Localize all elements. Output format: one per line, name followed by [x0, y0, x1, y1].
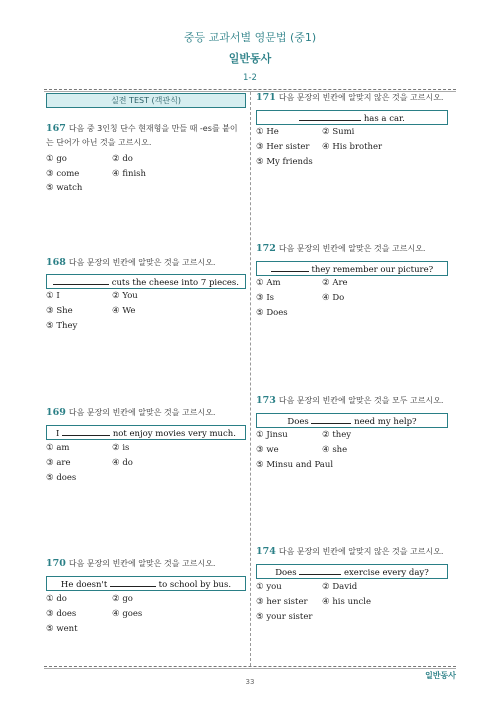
answer-blank[interactable] [53, 275, 109, 285]
option-3[interactable]: ③ does [46, 609, 77, 619]
sentence-box [256, 413, 448, 428]
sentence-box [256, 261, 448, 276]
option-4[interactable]: ④ goes [112, 609, 143, 619]
sentence-box [46, 425, 246, 440]
sentence-text-after: not enjoy movies very much. [112, 429, 236, 439]
footer-chapter-tag: 일반동사 [425, 671, 456, 680]
question-prompt-cont: 는 단어가 아닌 것을 고르시오. [46, 138, 152, 147]
option-3[interactable]: ③ She [46, 306, 73, 316]
sentence-text-after: exercise every day? [343, 568, 429, 578]
option-4[interactable]: ④ We [112, 306, 136, 316]
option-2[interactable]: ② do [112, 154, 133, 164]
option-4[interactable]: ④ his uncle [322, 597, 372, 607]
question-number: 170 [46, 558, 66, 569]
question-prompt: 다음 문장의 빈칸에 알맞은 것을 고르시오. [68, 559, 216, 568]
sentence-text-before: He doesn't [60, 580, 108, 590]
option-3[interactable]: ③ are [46, 458, 71, 468]
option-3[interactable]: ③ Is [256, 293, 275, 303]
option-2[interactable]: ② is [112, 443, 130, 453]
option-5[interactable]: ⑤ watch [46, 183, 83, 193]
option-5[interactable]: ⑤ Minsu and Paul [256, 460, 334, 470]
option-5[interactable]: ⑤ Does [256, 308, 288, 318]
option-4[interactable]: ④ Do [322, 293, 345, 303]
sentence-text-before: Does [287, 417, 309, 427]
question-number: 173 [256, 395, 276, 406]
option-2[interactable]: ② go [112, 594, 133, 604]
sentence-box [256, 564, 448, 579]
answer-blank[interactable] [271, 262, 309, 272]
option-1[interactable]: ① do [46, 594, 67, 604]
option-2[interactable]: ② Sumi [322, 127, 355, 137]
page-number: 33 [245, 678, 255, 686]
option-2[interactable]: ② David [322, 582, 358, 592]
question-172 [256, 242, 456, 256]
answer-blank[interactable] [299, 565, 341, 575]
question-170 [46, 557, 246, 571]
option-2[interactable]: ② they [322, 430, 352, 440]
question-168 [46, 256, 246, 270]
option-4[interactable]: ④ do [112, 458, 133, 468]
option-5[interactable]: ⑤ My friends [256, 157, 313, 167]
question-prompt: 다음 문장의 빈칸에 알맞은 것을 모두 고르시오. [278, 396, 444, 405]
option-3[interactable]: ③ come [46, 169, 80, 179]
sentence-text: they remember our picture? [311, 265, 434, 275]
answer-blank[interactable] [299, 111, 361, 121]
sentence-box [46, 576, 246, 591]
option-5[interactable]: ⑤ They [46, 321, 78, 331]
option-5[interactable]: ⑤ went [46, 624, 78, 634]
sentence-box [256, 110, 448, 125]
question-169 [46, 406, 246, 420]
question-173 [256, 394, 456, 408]
option-3[interactable]: ③ her sister [256, 597, 308, 607]
question-number: 167 [46, 123, 66, 134]
sentence-text: has a car. [363, 114, 405, 124]
option-3[interactable]: ③ we [256, 445, 279, 455]
option-1[interactable]: ① go [46, 154, 67, 164]
chapter-title: 일반동사 [228, 52, 272, 65]
option-5[interactable]: ⑤ your sister [256, 612, 313, 622]
option-2[interactable]: ② Are [322, 278, 348, 288]
question-prompt: 다음 중 3인칭 단수 현재형을 만들 때 -es를 붙이 [68, 124, 238, 133]
option-4[interactable]: ④ finish [112, 169, 147, 179]
question-number: 172 [256, 243, 276, 254]
option-1[interactable]: ① Am [256, 278, 281, 288]
section-label: 실전 TEST (객관식) [46, 93, 246, 108]
option-2[interactable]: ② You [112, 291, 138, 301]
answer-blank[interactable] [62, 426, 110, 436]
option-4[interactable]: ④ His brother [322, 142, 383, 152]
unit-label: 1-2 [243, 73, 257, 83]
sentence-text-after: need my help? [354, 417, 417, 427]
question-number: 169 [46, 407, 66, 418]
sentence-text-before: Does [275, 568, 297, 578]
question-number: 168 [46, 257, 66, 268]
option-4[interactable]: ④ she [322, 445, 348, 455]
option-3[interactable]: ③ Her sister [256, 142, 310, 152]
sentence-text-after: to school by bus. [158, 580, 232, 590]
question-174 [256, 545, 456, 559]
sentence-text: cuts the cheese into 7 pieces. [111, 278, 239, 288]
option-1[interactable]: ① you [256, 582, 282, 592]
answer-blank[interactable] [311, 414, 351, 424]
option-5[interactable]: ⑤ does [46, 473, 77, 483]
question-prompt: 다음 문장의 빈칸에 알맞은 것을 고르시오. [68, 258, 216, 267]
option-1[interactable]: ① am [46, 443, 70, 453]
question-prompt: 다음 문장의 빈칸에 알맞은 것을 고르시오. [68, 408, 216, 417]
question-prompt: 다음 문장의 빈칸에 알맞은 것을 고르시오. [278, 244, 426, 253]
option-1[interactable]: ① He [256, 127, 279, 137]
bottom-divider-inner [44, 668, 456, 669]
question-number: 174 [256, 546, 276, 557]
question-prompt: 다음 문장의 빈칸에 알맞지 않은 것을 고르시오. [278, 93, 444, 102]
question-number: 171 [256, 92, 276, 103]
option-1[interactable]: ① Jinsu [256, 430, 288, 440]
question-167 [46, 122, 246, 150]
sentence-box [46, 274, 246, 289]
option-1[interactable]: ① I [46, 291, 60, 301]
top-divider [44, 89, 456, 90]
book-title: 중등 교과서별 영문법 (중1) [183, 31, 317, 44]
column-divider [250, 92, 251, 666]
question-171 [256, 91, 456, 105]
bottom-divider [44, 666, 456, 667]
answer-blank[interactable] [110, 577, 156, 587]
question-prompt: 다음 문장의 빈칸에 알맞지 않은 것을 고르시오. [278, 547, 444, 556]
sentence-text-before: I [56, 429, 60, 439]
